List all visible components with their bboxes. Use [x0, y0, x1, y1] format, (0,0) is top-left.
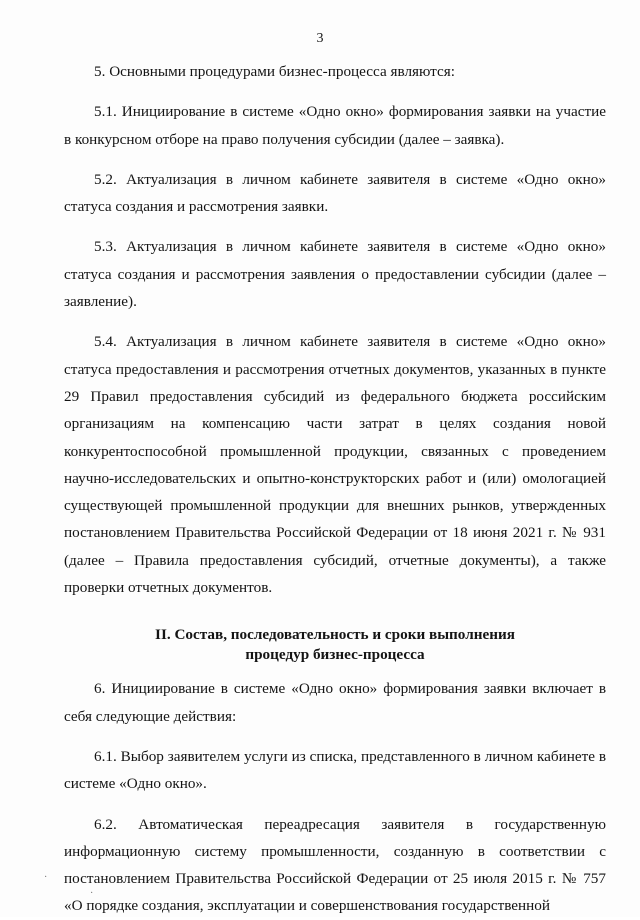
section-heading-line-1: II. Состав, последовательность и сроки выполнения [155, 626, 515, 644]
paragraph-5: 5. Основными процедурами бизнес-процесса являются: [94, 63, 455, 80]
paragraph-5-4: 5.4. Актуализация в личном кабинете заявителя в системе «Одно окно» статуса предоставления и рассмотрения отчетных документов, указанных в пункте 29 Правил предоставления субсидий из федерального бюджета российским организациям на компенсацию части затрат в целях создания новой конкурентоспособной промышленной продукции, связанных с проведением научно-исследовательских и опытно-конструкторских работ и (или) омологацией существующей промышленной продукции для внешних рынков, утвержденных постановлением Правительства Российской Федерации от 18 июня 2021 г. № 931 (далее – Правила предоставления субсидий, отчетные документы), а также проверки отчетных документов. [64, 333, 606, 597]
document-body [64, 58, 606, 920]
paragraph-6-1: 6.1. Выбор заявителем услуги из списка, представленного в личном кабинете в системе «Одно окно». [64, 747, 606, 793]
paragraph-5-3: 5.3. Актуализация в личном кабинете заявителя в системе «Одно окно» статуса создания и рассмотрения заявления о предоставлении субсидии (далее – заявление). [64, 238, 606, 311]
paragraph-5-2: 5.2. Актуализация в личном кабинете заявителя в системе «Одно окно» статуса создания и рассмотрения заявки. [64, 170, 606, 216]
scan-speck: · [90, 888, 94, 899]
section-heading-line-2: процедур бизнес-процесса [245, 646, 425, 664]
paragraph-6-2: 6.2. Автоматическая переадресация заявителя в государственную информационную систему промышленности, созданную в соответствии с постановлением Правительства Российской Федерации от 25 июля 2015 г. № 757 «О порядке создания, эксплуатации и совершенствования государственной [64, 815, 606, 915]
scan-speck: · [44, 872, 48, 883]
paragraph-5-1: 5.1. Инициирование в системе «Одно окно» формирования заявки на участие в конкурсном отборе на право получения субсидии (далее – заявка). [64, 103, 606, 148]
page-number: 3 [316, 31, 324, 46]
section-heading [64, 625, 606, 665]
paragraph-6: 6. Инициирование в системе «Одно окно» формирования заявки включает в себя следующие действия: [64, 680, 606, 725]
